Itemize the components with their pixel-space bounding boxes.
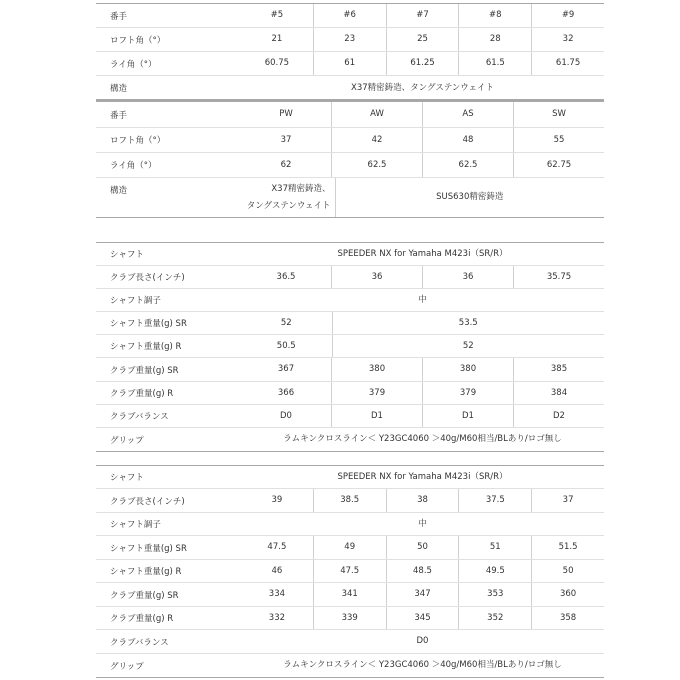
cell: 366 (277, 387, 295, 398)
table-row (96, 102, 604, 128)
cell: 37 (280, 134, 292, 145)
cell: 61 (313, 52, 386, 75)
table-row (96, 4, 604, 28)
row-label: シャフト重量(g) R (110, 567, 182, 577)
cell: 中 (418, 294, 427, 305)
cell: AW (331, 102, 422, 127)
cell: 47.5 (313, 560, 386, 582)
row-label: ライ角（°） (110, 161, 157, 171)
table-row (96, 289, 604, 312)
table-row (96, 654, 604, 678)
cell: 379 (331, 382, 422, 404)
cell: 379 (422, 382, 513, 404)
row-label: 番手 (110, 110, 128, 121)
cell: SW (513, 102, 604, 127)
row-label: 構造 (110, 186, 128, 196)
table-row (96, 52, 604, 76)
cell: 48.5 (386, 560, 459, 582)
cell: #5 (270, 10, 284, 21)
cell: 380 (331, 358, 422, 381)
cell-structure-wedges: SUS630精密鋳造 (335, 178, 605, 217)
row-label: クラブ重量(g) SR (110, 365, 179, 376)
cell: ラムキンクロスライン＜ Y23GC4060 ＞40g/M60相当/BLあり/ロゴ無し (283, 434, 562, 445)
row-label: ライ角（°） (110, 59, 157, 70)
cell: 50 (386, 536, 459, 559)
table-row (96, 153, 604, 178)
table-row (96, 466, 604, 489)
row-label: 構造 (110, 84, 128, 94)
cell-structure-pw (241, 178, 335, 217)
table-row (96, 243, 604, 266)
table-row (96, 560, 604, 583)
cell: 332 (268, 612, 286, 623)
cell: 38 (386, 489, 459, 512)
cell: 48 (422, 128, 513, 152)
cell: 36 (331, 266, 422, 288)
cell: 385 (513, 358, 604, 381)
cell: 62.75 (513, 153, 604, 177)
cell: 42 (331, 128, 422, 152)
cell: 28 (458, 28, 531, 51)
row-label: シャフト調子 (110, 520, 161, 530)
table-row (96, 583, 604, 607)
cell: 384 (513, 382, 604, 404)
row-label: クラブ長さ(インチ) (110, 273, 185, 283)
cell: D0 (280, 410, 292, 421)
cell: 21 (271, 34, 283, 45)
row-label: クラブ重量(g) SR (110, 590, 179, 601)
cell: 47.5 (267, 542, 287, 553)
cell: 367 (277, 364, 295, 375)
row-label: シャフト重量(g) SR (110, 319, 187, 329)
cell: 339 (313, 607, 386, 629)
cell: 50 (531, 560, 604, 582)
cell: PW (279, 109, 293, 120)
cell: 334 (268, 589, 286, 600)
row-label: シャフト (110, 473, 144, 483)
table-row (96, 382, 604, 405)
cell: 49.5 (458, 560, 531, 582)
table-row (96, 607, 604, 630)
cell: 37 (531, 489, 604, 512)
cell: #6 (313, 4, 386, 27)
cell: 25 (386, 28, 459, 51)
spec-table-wedges (96, 99, 604, 218)
row-label: クラブバランス (110, 412, 169, 422)
row-label: グリップ (110, 435, 144, 446)
spec-table-irons (96, 3, 604, 101)
table-row (96, 266, 604, 289)
row-label: クラブ長さ(インチ) (110, 496, 185, 507)
table-row (96, 405, 604, 428)
cell: 345 (386, 607, 459, 629)
cell: 341 (313, 583, 386, 606)
cell: 52 (332, 335, 605, 357)
cell: 50.5 (276, 340, 296, 351)
cell: 360 (531, 583, 604, 606)
cell: 380 (422, 358, 513, 381)
shaft-table-irons (96, 465, 604, 678)
table-row (96, 536, 604, 560)
cell: D0 (416, 636, 429, 647)
cell: D1 (331, 405, 422, 427)
cell: 62.5 (331, 153, 422, 177)
cell: AS (422, 102, 513, 127)
cell: 49 (313, 536, 386, 559)
cell: 55 (513, 128, 604, 152)
cell: SPEEDER NX for Yamaha M423i（SR/R） (337, 471, 508, 482)
cell: 353 (458, 583, 531, 606)
cell: 中 (418, 518, 427, 529)
table-row (96, 513, 604, 536)
cell: 62.5 (422, 153, 513, 177)
row-label: クラブ重量(g) R (110, 389, 174, 399)
table-row (96, 630, 604, 654)
cell-line: X37精密鋳造、 (271, 184, 331, 195)
cell: SPEEDER NX for Yamaha M423i（SR/R） (337, 248, 508, 259)
cell: #9 (531, 4, 604, 27)
row-label: シャフト重量(g) SR (110, 543, 187, 554)
row-label: クラブ重量(g) R (110, 614, 174, 624)
cell: 32 (531, 28, 604, 51)
cell: #8 (458, 4, 531, 27)
cell: 46 (271, 565, 283, 576)
cell: D1 (422, 405, 513, 427)
cell: 61.75 (531, 52, 604, 75)
cell: 61.5 (458, 52, 531, 75)
table-row (96, 358, 604, 382)
cell: D2 (513, 405, 604, 427)
table-row (96, 128, 604, 153)
cell: 36.5 (276, 271, 296, 282)
cell: 347 (386, 583, 459, 606)
table-row (96, 28, 604, 52)
table-row (96, 489, 604, 513)
cell: 37.5 (458, 489, 531, 512)
cell: 352 (458, 607, 531, 629)
cell: 36 (422, 266, 513, 288)
cell: 35.75 (513, 266, 604, 288)
row-label: シャフト (110, 250, 144, 260)
cell-line: タングステンウェイト (246, 200, 331, 211)
table-row (96, 76, 604, 101)
cell: 51.5 (531, 536, 604, 559)
cell: 23 (313, 28, 386, 51)
row-label: グリップ (110, 661, 144, 672)
cell: 61.25 (386, 52, 459, 75)
table-row (96, 312, 604, 335)
shaft-table-wedges (96, 242, 604, 452)
cell: 39 (271, 495, 283, 506)
cell: 53.5 (332, 312, 605, 334)
cell: 60.75 (264, 58, 290, 69)
cell: ラムキンクロスライン＜ Y23GC4060 ＞40g/M60相当/BLあり/ロゴ無し (283, 660, 562, 671)
cell: 358 (531, 607, 604, 629)
row-label: ロフト角（°） (110, 136, 166, 146)
cell: 62 (280, 159, 292, 170)
cell: 52 (280, 317, 292, 328)
table-row (96, 178, 604, 218)
row-label: シャフト調子 (110, 296, 161, 306)
cell: 51 (458, 536, 531, 559)
row-label: 番手 (110, 11, 128, 22)
row-label: シャフト重量(g) R (110, 342, 182, 352)
row-label: ロフト角（°） (110, 35, 166, 46)
table-row (96, 428, 604, 452)
cell: #7 (386, 4, 459, 27)
row-label: クラブバランス (110, 637, 169, 648)
cell: 38.5 (313, 489, 386, 512)
table-row (96, 335, 604, 358)
cell: X37精密鋳造、タングステンウェイト (351, 82, 494, 93)
